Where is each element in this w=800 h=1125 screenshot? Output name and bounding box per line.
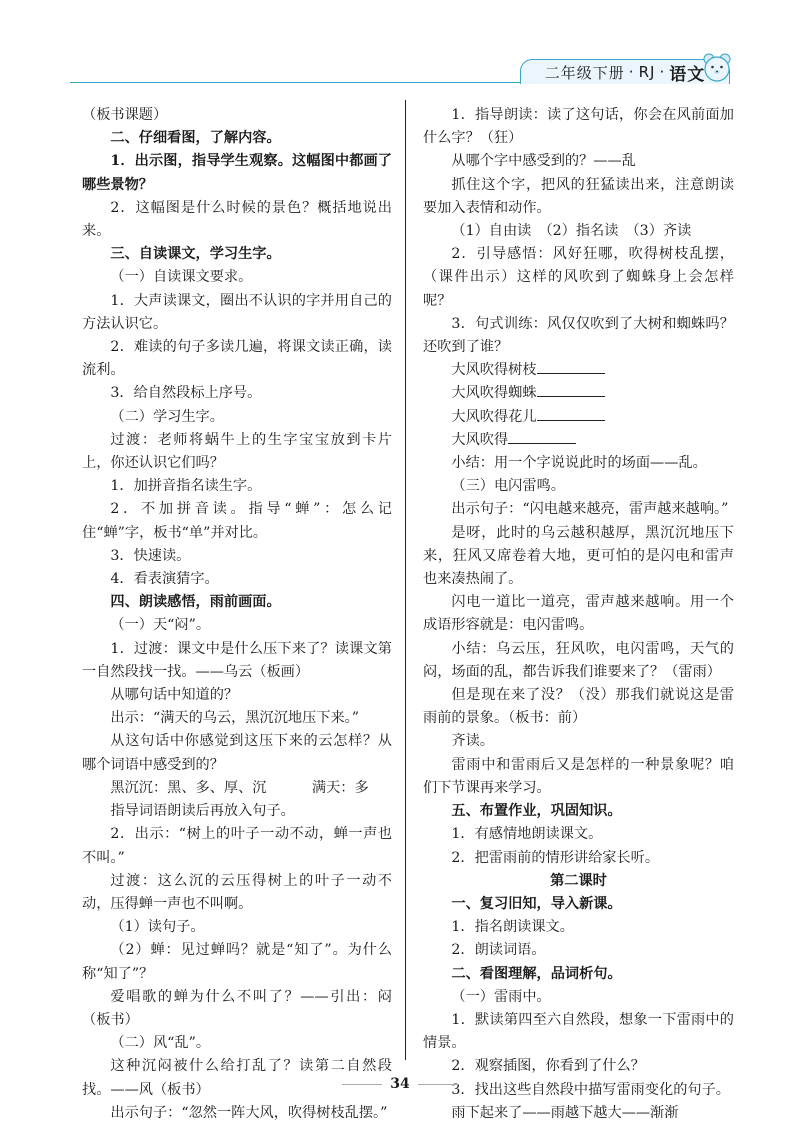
paragraph: 2．出示：“树上的叶子一动不动，蝉一声也不叫。” (82, 826, 392, 866)
word-analysis: 黑沉沉：黑、多、厚、沉 满天：多 (110, 779, 369, 796)
paragraph: 过渡：这么沉的云压得树上的叶子一动不动，压得蝉一声也不叫啊。 (82, 872, 392, 912)
paragraph: 1．指导朗读：读了这句话，你会在风前面加什么字？（狂） (423, 107, 734, 147)
paragraph: 从哪个字中感受到的？——乱 (451, 153, 636, 170)
fill-blank-line: 大风吹得 (423, 429, 734, 452)
paragraph: 闪电一道比一道亮，雷声越来越响。用一个成语形容就是：电闪雷鸣。 (423, 594, 734, 634)
separator-1: · (628, 63, 635, 81)
paragraph: 小结：用一个字说说此时的场面——乱。 (451, 455, 707, 472)
paragraph: 1．出示图，指导学生观察。这幅图中都画了哪些景物？ (82, 153, 392, 193)
paragraph: 1．大声读课文，圈出不认识的字并用自己的方法认识它。 (82, 292, 392, 332)
paragraph: 2．把雷雨前的情形讲给家长听。 (451, 849, 660, 866)
paragraph: 2．引导感悟：风好狂哪，吹得树枝乱摆，（课件出示）这样的风吹到了蜘蛛身上会怎样呢？ (423, 246, 734, 309)
paragraph: 齐读。 (451, 733, 494, 750)
paragraph: 3．给自然段标上序号。 (110, 385, 262, 402)
section-heading: 五、布置作业，巩固知识。 (451, 803, 622, 820)
fill-blank-line: 大风吹得花儿 (423, 406, 734, 429)
paragraph: 3．句式训练：风仅仅吹到了大树和蜘蛛吗？还吹到了谁？ (423, 315, 734, 356)
paragraph: 过渡：老师将蜗牛上的生字宝宝放到卡片上，你还认识它们吗？ (82, 431, 392, 472)
paragraph: 1．默读第四至六自然段，想象一下雷雨中的情景。 (423, 1011, 734, 1052)
paragraph: 从哪句话中知道的？ (110, 687, 239, 704)
paragraph: 3．快速读。 (110, 547, 191, 564)
section-heading: 一、复习旧知，导入新课。 (451, 895, 622, 912)
answer-blank[interactable] (508, 429, 576, 444)
paragraph: 指导词语朗读后再放入句子。 (110, 803, 295, 820)
paragraph: （三）电闪雷鸣。 (451, 478, 565, 495)
paragraph: 出示：“满天的乌云，黑沉沉地压下来。” (110, 710, 359, 727)
paragraph: 3．找出这些自然段中描写雷雨变化的句子。 (451, 1081, 730, 1098)
paragraph: 1．过渡：课文中是什么压下来了？读课文第一自然段找一找。——乌云（板画） (82, 640, 392, 680)
section-heading: 二、仔细看图，了解内容。 (110, 130, 281, 147)
bear-mascot-icon (700, 50, 734, 84)
left-column (82, 104, 392, 1125)
paragraph: 2．观察插图，你看到了什么？ (451, 1058, 645, 1075)
paragraph: 出示句子：“忽然一阵大风，吹得树枝乱摆。” (110, 1104, 388, 1121)
section-heading: 三、自读课文，学习生字。 (110, 246, 281, 263)
paragraph: 2．难读的句子多读几遍，将课文读正确，读流利。 (82, 339, 392, 379)
section-heading: 二、看图理解，品词析句。 (451, 965, 622, 982)
page-number: 34 (0, 1076, 800, 1092)
paragraph: （二）风“乱”。 (110, 1035, 211, 1052)
paragraph: （一）天“闷”。 (110, 617, 211, 634)
paragraph: 2．不加拼音读。指导“蝉”：怎么记住“蝉”字，板书“单”并对比。 (82, 501, 392, 541)
paragraph: 1．有感情地朗读课文。 (451, 826, 603, 843)
edition-text: RJ (638, 63, 656, 81)
column-divider (405, 100, 406, 1060)
paragraph: 这种沉闷被什么给打乱了？读第二自然段找。——风（板书） (82, 1058, 392, 1098)
paragraph: 2．这幅图是什么时候的景色？概括地说出来。 (82, 199, 392, 240)
paragraph: 小结：乌云压，狂风吹，电闪雷鸣，天气的闷，场面的乱，都告诉我们谁要来了？（雷雨） (423, 640, 734, 680)
page-number-rule (418, 1084, 458, 1085)
paragraph: 1．指名朗读课文。 (451, 919, 574, 936)
paragraph: 出示句子：“闪电越来越亮，雷声越来越响。” (451, 501, 729, 518)
paragraph: （1）读句子。 (110, 919, 205, 936)
page-number-rule (342, 1084, 382, 1085)
fill-blank-line: 大风吹得树枝 (423, 359, 734, 382)
paragraph: 1．加拼音指名读生字。 (110, 478, 262, 495)
paragraph: 雷雨中和雷雨后又是怎样的一种景象呢？咱们下节课再来学习。 (423, 756, 734, 796)
paragraph: 4．看表演猜字。 (110, 571, 219, 588)
answer-blank[interactable] (537, 359, 605, 374)
answer-blank[interactable] (537, 382, 605, 397)
grade-text: 二年级下册 (544, 63, 625, 82)
subject-text: 语文 (669, 64, 706, 85)
paragraph: （2）蝉：见过蝉吗？就是“知了”。为什么称“知了”？ (82, 942, 392, 982)
paragraph: （1）自由读 （2）指名读 （3）齐读 (451, 223, 692, 240)
paragraph: 2．朗读词语。 (451, 942, 546, 959)
paragraph: （二）学习生字。 (110, 408, 224, 425)
line: （板书课题） (82, 107, 168, 123)
lesson-title: 第二课时 (550, 872, 607, 889)
paragraph: 是呀，此时的乌云越积越厚，黑沉沉地压下来，狂风又席卷着大地，更可怕的是闪电和雷声也来凑热闹了。 (423, 524, 734, 588)
right-column (423, 104, 734, 1125)
paragraph: （一）雷雨中。 (451, 988, 551, 1005)
paragraph: 从这句话中你感觉到这压下来的云怎样？从哪个词语中感受到的？ (82, 733, 392, 773)
paragraph: 抓住这个字，把风的狂猛读出来，注意朗读要加入表情和动作。 (423, 176, 734, 216)
header-label (520, 59, 730, 84)
paragraph: （一）自读课文要求。 (110, 269, 253, 286)
fill-blank-line: 大风吹得蜘蛛 (423, 382, 734, 405)
paragraph: 雨下起来了——雨越下越大——渐渐 (451, 1104, 679, 1121)
paragraph: 但是现在来了没？（没）那我们就说这是雷雨前的景象。（板书：前） (423, 687, 734, 727)
separator-2: · (659, 63, 666, 81)
paragraph: 爱唱歌的蝉为什么不叫了？——引出：闷（板书） (82, 988, 392, 1028)
section-heading: 四、朗读感悟，雨前画面。 (110, 594, 281, 611)
answer-blank[interactable] (537, 406, 605, 421)
